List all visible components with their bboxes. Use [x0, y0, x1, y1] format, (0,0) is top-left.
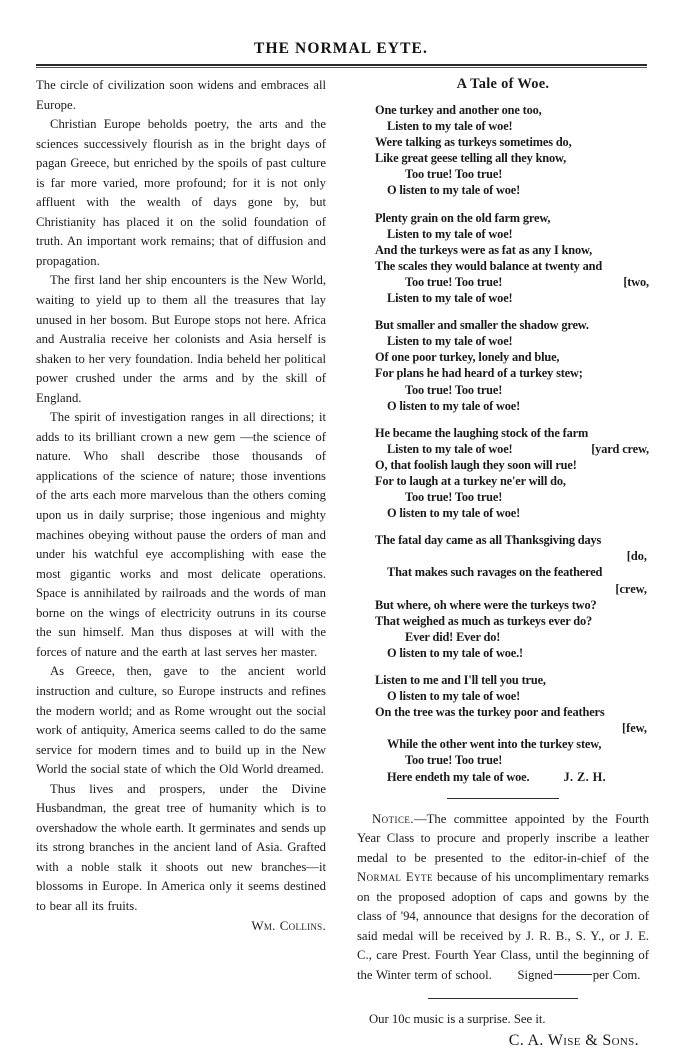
poem-line: Like great geese telling all they know, — [375, 151, 567, 166]
notice-signed-spacer — [492, 968, 518, 982]
poem-line: For to laugh at a turkey ne'er will do, — [375, 473, 566, 488]
poem-line: Listen to my tale of woe! — [387, 291, 513, 306]
article-body — [36, 76, 326, 936]
poem-body — [357, 102, 649, 785]
masthead-title: THE NORMAL EYTE. — [254, 40, 428, 57]
poem-line: O listen to my tale of woe! — [387, 183, 521, 198]
poem-line: Were talking as turkeys sometimes do, — [375, 135, 572, 150]
poem-line: But where, oh where were the turkeys two? — [375, 597, 597, 612]
notice-separator-rule — [447, 798, 559, 799]
poem-line: The fatal day came as all Thanksgiving days — [375, 533, 602, 548]
signed-suffix: per Com. — [592, 967, 641, 982]
poem-line: And the turkeys were as fat as any I know, — [375, 242, 593, 257]
poem-turnover-line: [crew, — [615, 581, 647, 596]
article-paragraph: The spirit of investigation ranges in all directions; it adds to its brilliant crown a new gem —the science of nature. Who shall describe those thousands of applications of the science of nature; those inventions of the arts each more marvelous than the others coming upon us in daily surprise; those ingenious and mighty machines obeying without pause the orders of man and under his watchful eye accomplishing with ease the most gigantic works and most delicate operations. Space is annihilated by railroads and the words of man borne on the wings of electricity outruns in its course the sun himself. Man thus disposes at will with the forces of nature and the earth at last serves her master. — [36, 410, 326, 659]
poem-title: A Tale of Woe. — [456, 76, 550, 92]
poem-turnover-line: [do, — [626, 549, 647, 564]
poem-line: Listen to my tale of woe! — [387, 226, 513, 241]
poem-stanza — [357, 102, 649, 199]
poem-line: O listen to my tale of woe! — [387, 506, 521, 521]
advert-text: Our 10c music is a surprise. See it. — [369, 1012, 546, 1027]
poem-line: One turkey and another one too, — [375, 103, 542, 117]
poem-stanza — [357, 672, 649, 785]
poem-line: While the other went into the turkey stew, — [387, 737, 602, 752]
notice-paragraph — [357, 810, 649, 986]
signed-label: Signed — [517, 967, 553, 982]
poem-line: On the tree was the turkey poor and feathers — [375, 705, 605, 720]
poem-stanza — [357, 317, 649, 414]
poem-line: Listen to my tale of woe! — [387, 334, 513, 349]
article-paragraph: The circle of civilization soon widens and embraces all Europe. — [36, 78, 326, 112]
poem-stanza — [357, 425, 649, 522]
poem-line: Too true! Too true! — [405, 753, 503, 768]
poem-turnover-line: [few, — [621, 721, 647, 736]
poem-line: That weighed as much as turkeys ever do? — [375, 613, 592, 628]
poem-line: O, that foolish laugh they soon will rue! — [375, 457, 577, 472]
masthead — [36, 40, 646, 58]
publication-name: Normal Eyte — [357, 870, 433, 885]
poem-line: That makes such ravages on the feathered — [387, 565, 603, 580]
poem-line: Too true! Too true! — [405, 490, 503, 505]
signed-blank-rule — [554, 974, 592, 975]
poem-line: The scales they would balance at twenty and — [375, 258, 603, 273]
masthead-rule-thick — [36, 64, 647, 66]
article-signature: Wm. Collins. — [251, 918, 326, 933]
poem-line: He became the laughing stock of the farm — [375, 425, 589, 440]
notice-text-before: —The committee appointed by the Fourth Year Class to procure and properly inscribe a leather medal to be presented to the editor-in-chief of the — [357, 811, 649, 865]
poem-line: Listen to me and I'll tell you true, — [375, 673, 546, 687]
article-paragraph: Thus lives and prospers, under the Divine Husbandman, the great tree of humanity which is to overshadow the whole earth. It germinates and sends up its strong branches in the ancient land of Asia. Grafted with a noble stalk it shoots out new branches—it blossoms in Europe. In America only it seems destined to bear all its fruits. Wm. Collins. — [36, 780, 326, 936]
notice-label: Notice. — [372, 811, 414, 826]
poem-line: For plans he had heard of a turkey stew; — [375, 366, 583, 381]
poem-line: Too true! Too true! — [405, 167, 503, 182]
poem-turnover: [yard crew, — [591, 441, 649, 456]
notice-block — [357, 810, 649, 986]
poem-line: Too true! Too true! [two, — [405, 274, 649, 289]
poem-line: O listen to my tale of woe! — [387, 689, 521, 704]
advert-separator-rule — [428, 998, 578, 999]
masthead-rule — [36, 64, 647, 68]
poem-line: O listen to my tale of woe.! — [387, 645, 524, 660]
article-paragraph: Christian Europe beholds poetry, the arts and the sciences successively flourish as in the bright days of pagan Greece, but enriched by the spoils of past culture is far more varied, more profound; for it is not only affluent with the wealth of days gone by, but Christianity has placed it on the solid foundation of truth. An important work remains; that of diffusion and propagation. — [36, 117, 326, 268]
advert-signature: C. A. Wise & Sons. — [508, 1031, 639, 1049]
poem-signature: J. Z. H. — [563, 769, 607, 784]
poem-line: O listen to my tale of woe! — [387, 398, 521, 413]
advert-block — [357, 1010, 649, 1050]
poem-line: Ever did! Ever do! — [405, 629, 501, 644]
poem-stanza — [357, 210, 649, 307]
poem-line: But smaller and smaller the shadow grew. — [375, 318, 589, 333]
poem-stanza — [357, 532, 649, 661]
article-paragraph: As Greece, then, gave to the ancient world instruction and culture, so Europe instructs and refines the modern world; and as Rome wrought out the social work of antiquity, America seems called to do the same service for modern times and to build up in the New World the social state of which the Old World dreamed. — [36, 664, 326, 777]
poem-turnover: [two, — [623, 274, 649, 289]
poem-line: Too true! Too true! — [405, 382, 503, 397]
right-column — [357, 76, 649, 1050]
poem-line: Here endeth my tale of woe. J. Z. H. — [387, 769, 607, 784]
masthead-rule-thin — [36, 67, 647, 68]
left-column — [36, 76, 326, 936]
poem-line: Listen to my tale of woe! [yard crew, — [387, 441, 649, 456]
article-paragraph: The first land her ship encounters is the New World, waiting to yield up to them all the treasures that lay unused in her bosom. But Europe stops not here. Africa and Australia receive her colonists and Asia herself is shaken to her very foundation. India beheld her political power crushed under the arms and by the skill of England. — [36, 273, 326, 405]
poem-line: Of one poor turkey, lonely and blue, — [375, 350, 560, 365]
poem-line: Listen to my tale of woe! — [387, 119, 513, 134]
poem-line: Plenty grain on the old farm grew, — [375, 210, 551, 225]
notice-text-after: because of his uncomplimentary remarks on the proposed adoption of caps and gowns by the class of '94, announce that designs for the decoration of said medal will be received by J. R. B., S. Y., or J. E. C., care Prest. Fourth Year Class, until the beginning of the Winter term of school. — [357, 870, 649, 982]
